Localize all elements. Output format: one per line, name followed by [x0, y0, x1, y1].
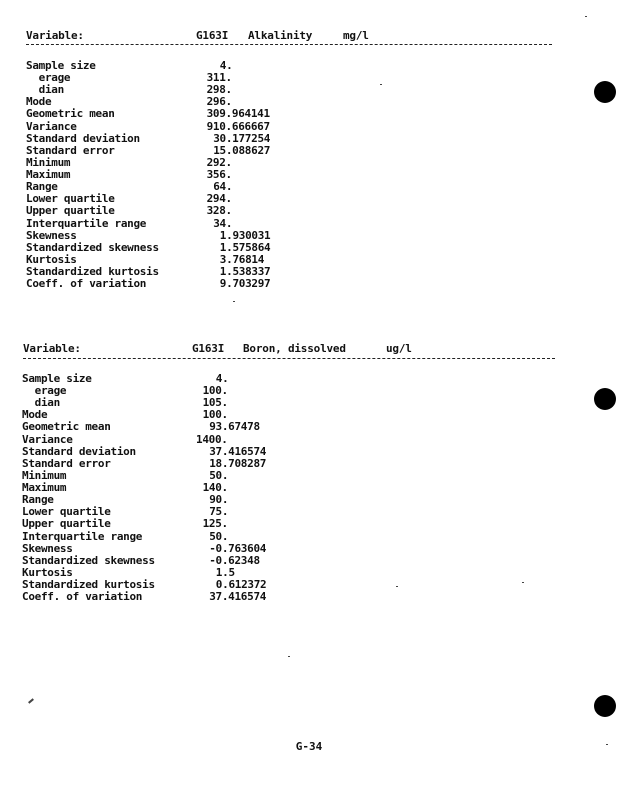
stat-value: 910.666667: [206, 119, 270, 133]
stat-value: 93.67478: [209, 420, 260, 434]
stat-value: 294.: [206, 192, 232, 206]
stat-label: Standardized kurtosis: [26, 265, 159, 279]
stat-value: -0.62348: [209, 553, 260, 567]
stat-value: -0.763604: [209, 541, 267, 555]
stat-label: Interquartile range: [26, 216, 147, 230]
stat-value: 30.177254: [213, 131, 271, 145]
stat-label: Sample size: [22, 372, 92, 385]
scan-speck: [585, 16, 587, 17]
punch-hole: [594, 81, 616, 103]
stat-value: 50.: [209, 468, 229, 482]
scan-speck: [380, 84, 382, 85]
variable-name: Alkalinity: [248, 29, 313, 42]
variable-units: mg/l: [343, 29, 369, 42]
stat-value: 1.930031: [219, 228, 271, 242]
stat-value: 100.: [202, 384, 228, 398]
variable-label: Variable:: [23, 342, 81, 355]
stat-label: dian: [22, 396, 60, 410]
stat-label: erage: [22, 384, 67, 398]
stat-value: 4.: [219, 59, 233, 72]
stat-label: Skewness: [22, 541, 73, 555]
stat-value: 125.: [202, 517, 228, 531]
stat-value: 1.538337: [219, 265, 271, 279]
stat-label: Mode: [26, 95, 52, 109]
stat-row: [26, 60, 326, 72]
stat-label: Standard error: [26, 143, 115, 157]
header-rule: [26, 44, 552, 45]
stat-value: 140.: [202, 481, 228, 495]
stat-row: [22, 543, 322, 555]
stat-row: [26, 205, 326, 217]
stat-row: [22, 555, 322, 567]
stat-label: Geometric mean: [26, 107, 115, 121]
stat-row: [26, 108, 326, 120]
stat-row: [22, 470, 322, 482]
stat-value: 292.: [206, 155, 232, 169]
stat-label: Upper quartile: [26, 204, 115, 218]
stat-label: Standardized skewness: [22, 553, 155, 567]
stat-label: Variance: [22, 432, 73, 446]
stat-value: 18.708287: [209, 456, 267, 470]
stat-row: [26, 121, 326, 133]
stat-label: Kurtosis: [22, 565, 73, 579]
stat-value: 4.: [215, 372, 229, 385]
variable-name: Boron, dissolved: [243, 342, 346, 355]
scan-speck: [288, 656, 290, 657]
stat-label: Geometric mean: [22, 420, 111, 434]
stat-label: Kurtosis: [26, 252, 77, 266]
stat-row: [26, 169, 326, 181]
stat-label: Interquartile range: [22, 529, 143, 543]
variable-units: ug/l: [386, 342, 412, 355]
stat-value: 50.: [209, 529, 229, 543]
stat-value: 1400.: [196, 432, 228, 446]
stat-label: Lower quartile: [22, 505, 111, 519]
stat-label: Lower quartile: [26, 192, 115, 206]
stat-row: [22, 446, 322, 458]
stat-value: 90.: [209, 493, 229, 507]
stat-row: [26, 84, 326, 96]
stat-row: [26, 242, 326, 254]
stat-label: Standardized skewness: [26, 240, 159, 254]
stat-label: Standard deviation: [26, 131, 140, 145]
punch-hole: [594, 695, 616, 717]
stat-label: Range: [26, 180, 58, 194]
stat-row: [26, 145, 326, 157]
stat-value: 105.: [202, 396, 228, 410]
variable-id: G163I: [192, 342, 225, 355]
stat-row: [22, 591, 322, 603]
stat-row: [26, 218, 326, 230]
stat-value: 15.088627: [213, 143, 271, 157]
stat-label: Upper quartile: [22, 517, 111, 531]
stat-label: Minimum: [26, 155, 71, 169]
stat-value: 37.416574: [209, 590, 267, 604]
stat-value: 3.76814: [219, 252, 265, 266]
stat-row: [22, 518, 322, 530]
stat-row: [22, 385, 322, 397]
stat-value: 0.612372: [215, 578, 267, 592]
stat-row: [26, 72, 326, 84]
stat-row: [22, 531, 322, 543]
punch-hole: [594, 388, 616, 410]
stat-row: [22, 373, 322, 385]
stat-row: [22, 397, 322, 409]
stat-label: Minimum: [22, 468, 67, 482]
stat-value: 37.416574: [209, 444, 267, 458]
stat-value: 356.: [206, 168, 232, 182]
scan-speck: [396, 586, 398, 587]
variable-id: G163I: [196, 29, 229, 42]
stat-value: 296.: [206, 95, 232, 109]
stat-label: Maximum: [22, 481, 67, 495]
header-rule: [23, 358, 555, 359]
stat-label: Standard deviation: [22, 444, 136, 458]
scan-speck: [522, 582, 524, 583]
stat-row: [22, 434, 322, 446]
stat-row: [22, 458, 322, 470]
stat-label: Mode: [22, 408, 48, 422]
stat-label: erage: [26, 71, 71, 85]
stat-value: 64.: [213, 180, 233, 194]
stat-row: [26, 157, 326, 169]
scan-speck: [233, 301, 235, 302]
stat-value: 309.964141: [206, 107, 270, 121]
stat-row: [26, 133, 326, 145]
scan-speck: [28, 698, 34, 703]
stat-row: [26, 230, 326, 242]
stat-value: 1.5: [215, 565, 235, 579]
stat-value: 9.703297: [219, 277, 271, 291]
stat-label: Range: [22, 493, 54, 507]
stat-value: 311.: [206, 71, 232, 85]
variable-label: Variable:: [26, 29, 84, 42]
stat-value: 328.: [206, 204, 232, 218]
stat-row: [22, 482, 322, 494]
stat-label: Sample size: [26, 59, 96, 72]
stat-label: Variance: [26, 119, 77, 133]
stat-label: Coeff. of variation: [26, 277, 147, 291]
stat-value: 1.575864: [219, 240, 271, 254]
stat-label: Skewness: [26, 228, 77, 242]
stat-value: 100.: [202, 408, 228, 422]
stat-row: [26, 278, 326, 290]
stat-value: 298.: [206, 83, 232, 97]
stat-label: Maximum: [26, 168, 71, 182]
page-number: G-34: [295, 740, 323, 753]
stat-label: Coeff. of variation: [22, 590, 143, 604]
stat-label: dian: [26, 83, 64, 97]
stat-label: Standard error: [22, 456, 111, 470]
stat-value: 34.: [213, 216, 233, 230]
stat-value: 75.: [209, 505, 229, 519]
stat-row: [22, 421, 322, 433]
stat-label: Standardized kurtosis: [22, 578, 155, 592]
